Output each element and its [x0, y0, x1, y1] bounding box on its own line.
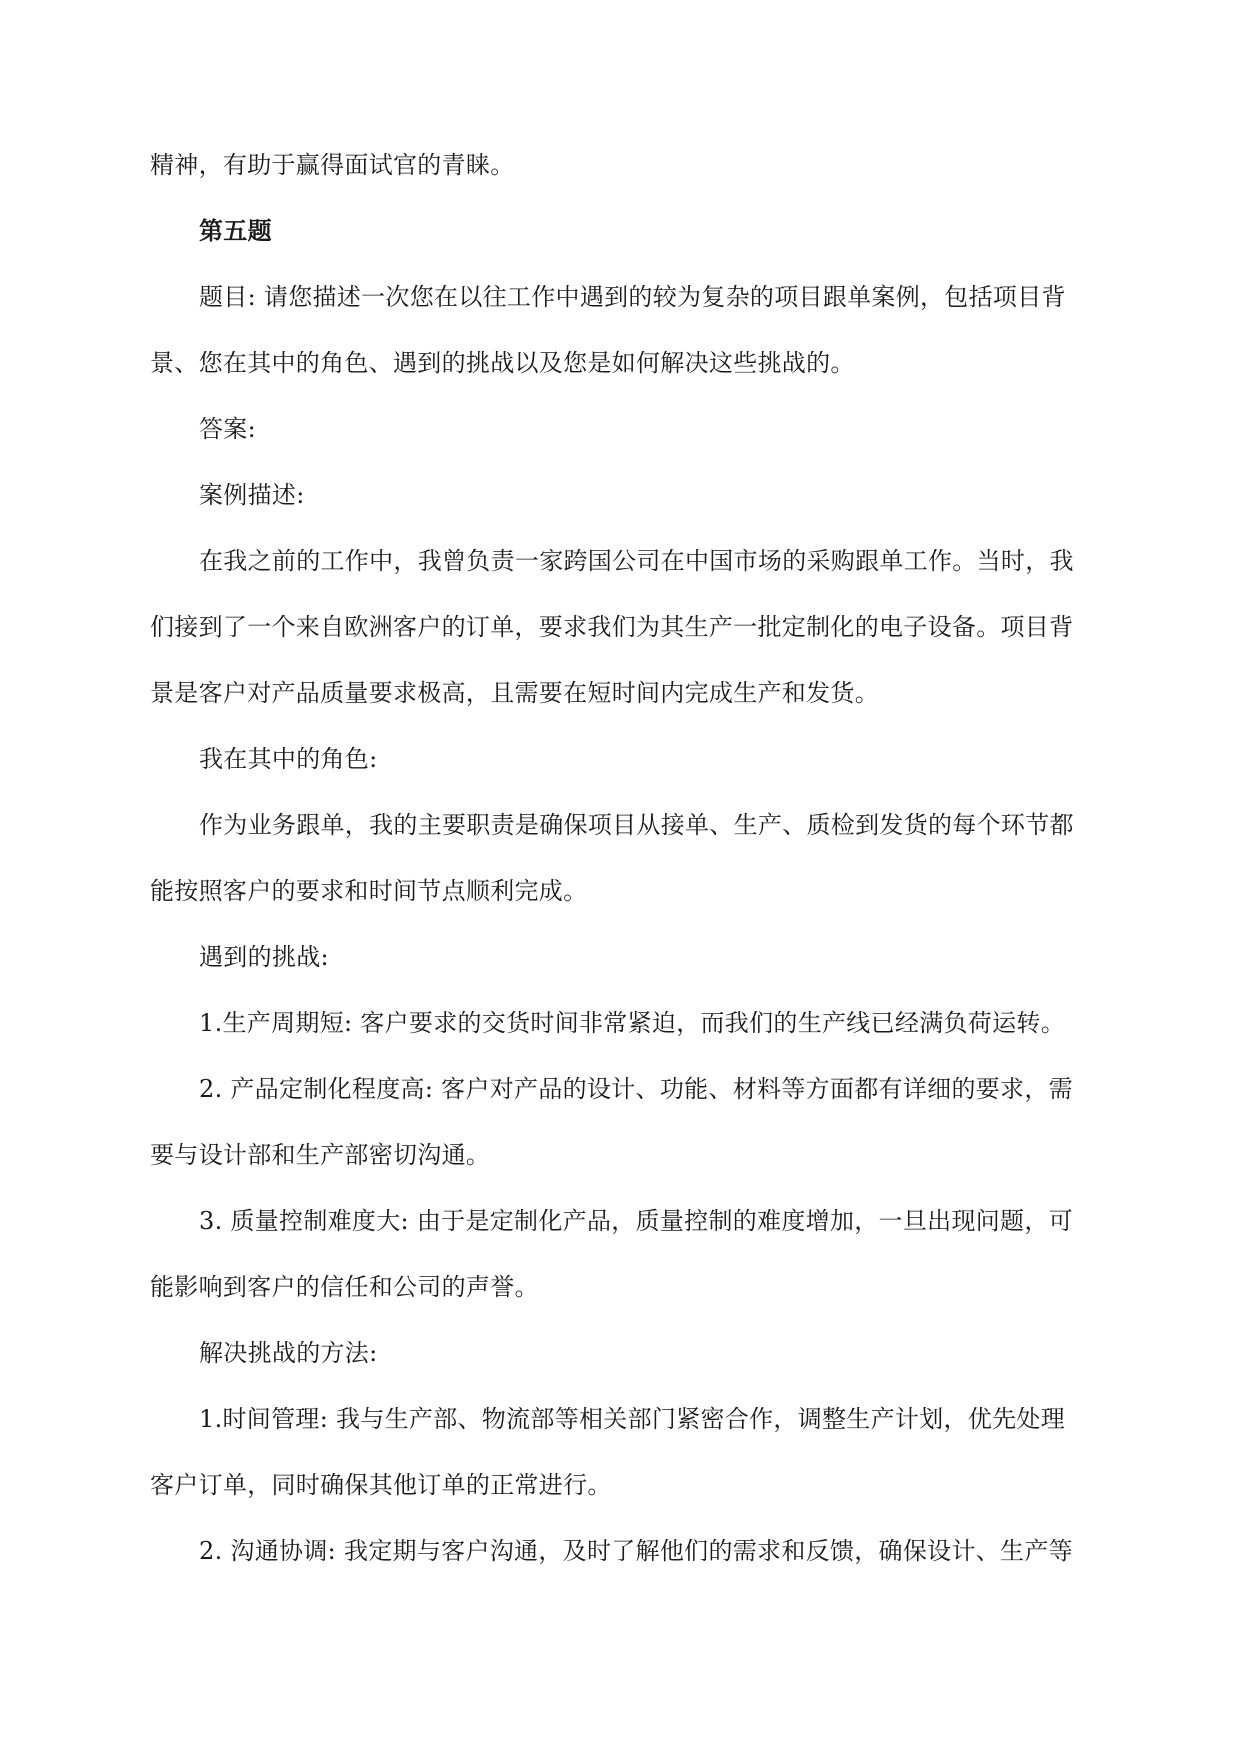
subheading: 解决挑战的方法:	[199, 1339, 378, 1367]
list-item-continued: 要与设计部和生产部密切沟通。	[150, 1141, 491, 1169]
list-item: 1.时间管理: 我与生产部、物流部等相关部门紧密合作，调整生产计划，优先处理	[199, 1405, 1066, 1433]
paragraph-line: 精神，有助于赢得面试官的青睐。	[150, 151, 515, 179]
subheading: 案例描述:	[199, 481, 305, 509]
question-line: 题目: 请您描述一次您在以往工作中遇到的较为复杂的项目跟单案例，包括项目背	[199, 283, 1066, 311]
section-heading: 第五题	[199, 217, 272, 245]
paragraph-line: 能按照客户的要求和时间节点顺利完成。	[150, 877, 588, 905]
list-item: 2. 沟通协调: 我定期与客户沟通，及时了解他们的需求和反馈，确保设计、生产等	[199, 1537, 1073, 1565]
answer-label: 答案:	[199, 415, 256, 443]
list-item-continued: 客户订单，同时确保其他订单的正常进行。	[150, 1471, 612, 1499]
paragraph-line: 景是客户对产品质量要求极高，且需要在短时间内完成生产和发货。	[150, 679, 879, 707]
list-item: 3. 质量控制难度大: 由于是定制化产品，质量控制的难度增加，一旦出现问题，可	[199, 1207, 1073, 1235]
question-line: 景、您在其中的角色、遇到的挑战以及您是如何解决这些挑战的。	[150, 349, 855, 377]
paragraph-line: 们接到了一个来自欧洲客户的订单，要求我们为其生产一批定制化的电子设备。项目背	[150, 613, 1074, 641]
list-item-continued: 能影响到客户的信任和公司的声誉。	[150, 1273, 539, 1301]
subheading: 我在其中的角色:	[199, 745, 378, 773]
list-item: 2. 产品定制化程度高: 客户对产品的设计、功能、材料等方面都有详细的要求，需	[199, 1075, 1073, 1103]
paragraph-line: 在我之前的工作中，我曾负责一家跨国公司在中国市场的采购跟单工作。当时，我	[199, 547, 1074, 575]
paragraph-line: 作为业务跟单，我的主要职责是确保项目从接单、生产、质检到发货的每个环节都	[199, 811, 1074, 839]
list-item: 1.生产周期短: 客户要求的交货时间非常紧迫，而我们的生产线已经满负荷运转。	[199, 1009, 1066, 1037]
subheading: 遇到的挑战:	[199, 943, 329, 971]
